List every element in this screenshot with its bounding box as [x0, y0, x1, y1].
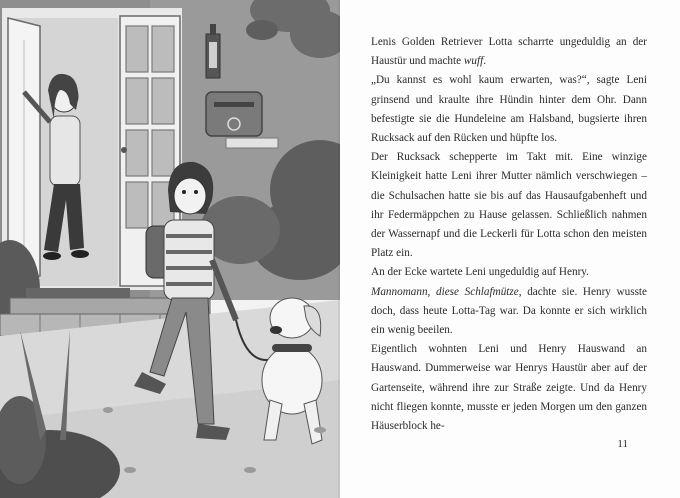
story-text: [371, 33, 647, 436]
text-run: .: [483, 55, 486, 68]
paragraph: [371, 148, 647, 263]
paragraph: [371, 71, 647, 148]
paragraph: [371, 283, 647, 341]
right-page-text: [340, 0, 680, 498]
page-number: 11: [617, 438, 628, 450]
italic-text: Mannomann, diese Schlafmütze: [371, 285, 519, 298]
text-run: , dachte sie. Henry wusste doch, dass heute Lotta-Tag war. Da konnte er sich wirklich ein wenig beeilen.: [371, 285, 647, 337]
paragraph: [371, 33, 647, 71]
paragraph: [371, 263, 647, 282]
text-run: Lenis Golden Retriever Lotta scharrte ungeduldig an der Haustür und machte: [371, 36, 647, 68]
text-run: Eigentlich wohnten Leni und Henry Hauswand an Hauswand. Dummerweise war Henrys Haustür aber auf der Gartenseite, während ihre zur Straße zeigte. Und da Henry nicht fliegen konnte, musste er jeden Morgen um den ganzen Häuserblock he-: [371, 343, 647, 433]
door-knob: [121, 147, 127, 153]
paragraph: [371, 340, 647, 436]
text-run: „Du kannst es wohl kaum erwarten, was?“, sagte Leni grinsend und kraulte ihre Hündin hinter dem Ohr. Dann befestigte sie die Hundeleine am Halsband, bugsierte ihren Rucksack auf den Rücken und hüpfte los.: [371, 74, 647, 145]
italic-text: wuff: [463, 55, 484, 68]
text-run: Der Rucksack schepperte im Takt mit. Eine winzige Kleinigkeit hatte Leni ihrer Mutter nämlich verschwiegen – die Schulsachen hatte sie bis auf das Hausaufgabenheft und ihr Federmäppchen zu Hause gelassen. Schließlich nahmen der Wassernapf und die Leckerli für Lotta schon den meisten Platz ein.: [371, 151, 647, 260]
text-run: An der Ecke wartete Leni ungeduldig auf Henry.: [371, 266, 589, 279]
